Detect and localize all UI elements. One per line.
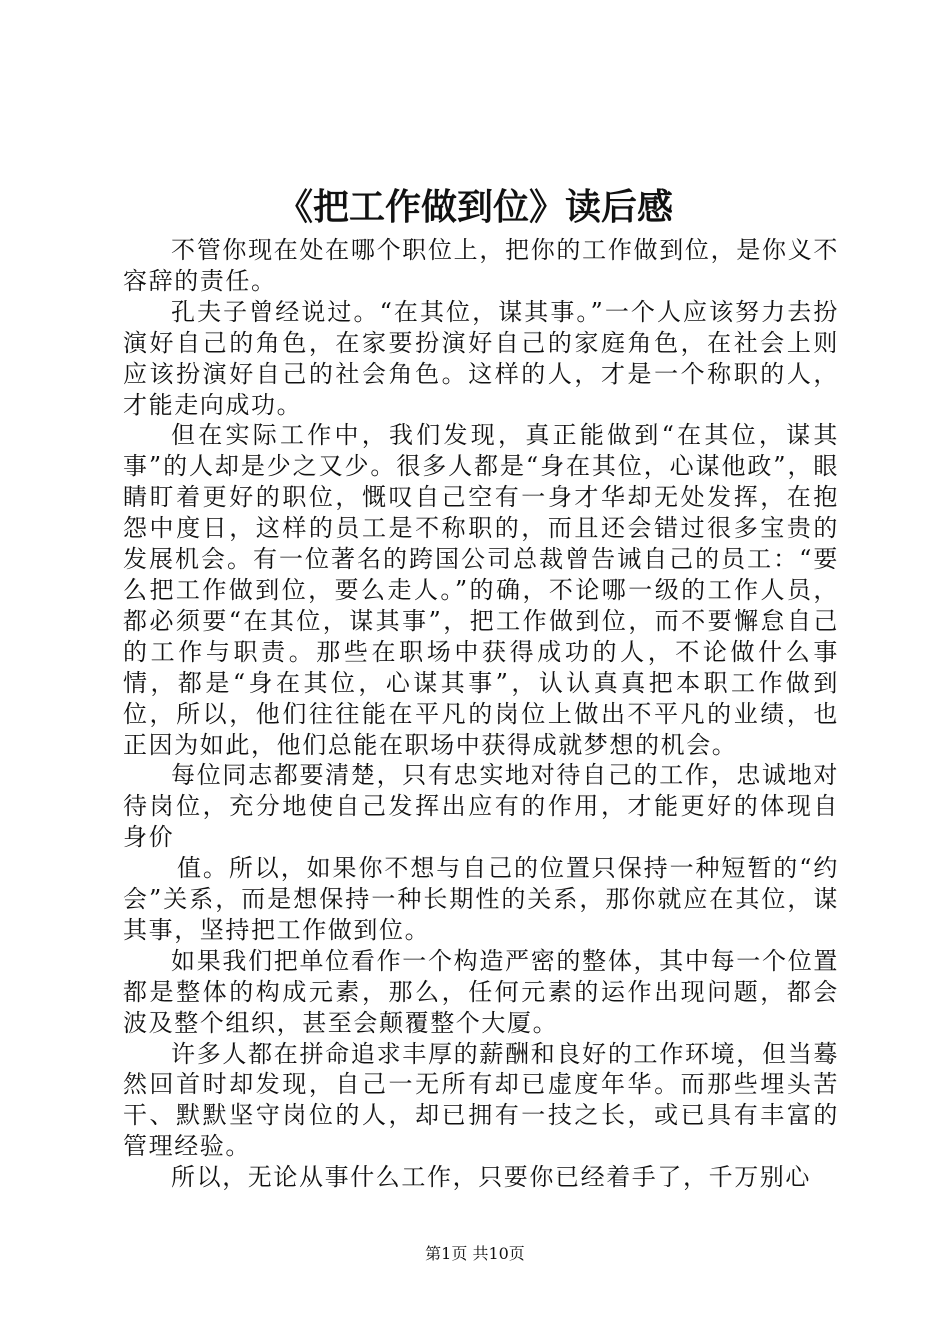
paragraph: 许多人都在拼命追求丰厚的薪酬和良好的工作环境，但当蓦然回首时却发现，自己一无所有却已虚度年华。而那些埋头苦干、默默坚守岗位的人，却已拥有一技之长，或已具有丰富的管理经验。 [123,1039,839,1161]
paragraph: 值。所以，如果你不想与自己的位置只保持一种短暂的“约会”关系，而是想保持一种长期性的关系，那你就应在其位，谋其事，坚持把工作做到位。 [123,854,839,944]
paragraph: 不管你现在处在哪个职位上，把你的工作做到位，是你义不容辞的责任。 [123,236,839,295]
paragraph: 每位同志都要清楚，只有忠实地对待自己的工作，忠诚地对待岗位，充分地使自己发挥出应有的作用，才能更好的体现自身价 [123,761,839,852]
document-body [123,235,839,1193]
paragraph: 所以，无论从事什么工作，只要你已经着手了，千万别心 [171,1163,811,1192]
page-footer: 第1页 共10页 [425,1244,525,1263]
paragraph: 孔夫子曾经说过。“在其位，谋其事。”一个人应该努力去扮演好自己的角色，在家要扮演好自己的家庭角色，在社会上则应该扮演好自己的社会角色。这样的人，才是一个称职的人，才能走向成功。 [123,297,839,419]
paragraph: 如果我们把单位看作一个构造严密的整体，其中每一个位置都是整体的构成元素，那么，任何元素的运作出现问题，都会波及整个组织，甚至会颠覆整个大厦。 [123,946,839,1037]
document-title: 《把工作做到位》读后感 [276,186,673,228]
paragraph: 但在实际工作中，我们发现，真正能做到“在其位，谋其事”的人却是少之又少。很多人都是“身在其位，心谋他政”，眼睛盯着更好的职位，慨叹自己空有一身才华却无处发挥，在抱怨中度日，这样的员工是不称职的，而且还会错过很多宝贵的发展机会。有一位著名的跨国公司总裁曾告诫自己的员工：“要么把工作做到位，要么走人。”的确，不论哪一级的工作人员，都必须要“在其位，谋其事”，把工作做到位，而不要懈怠自己的工作与职责。那些在职场中获得成功的人，不论做什么事情，都是“身在其位，心谋其事”，认认真真把本职工作做到位，所以，他们往往能在平凡的岗位上做出不平凡的业绩，也正因为如此，他们总能在职场中获得成就梦想的机会。 [123,421,839,759]
